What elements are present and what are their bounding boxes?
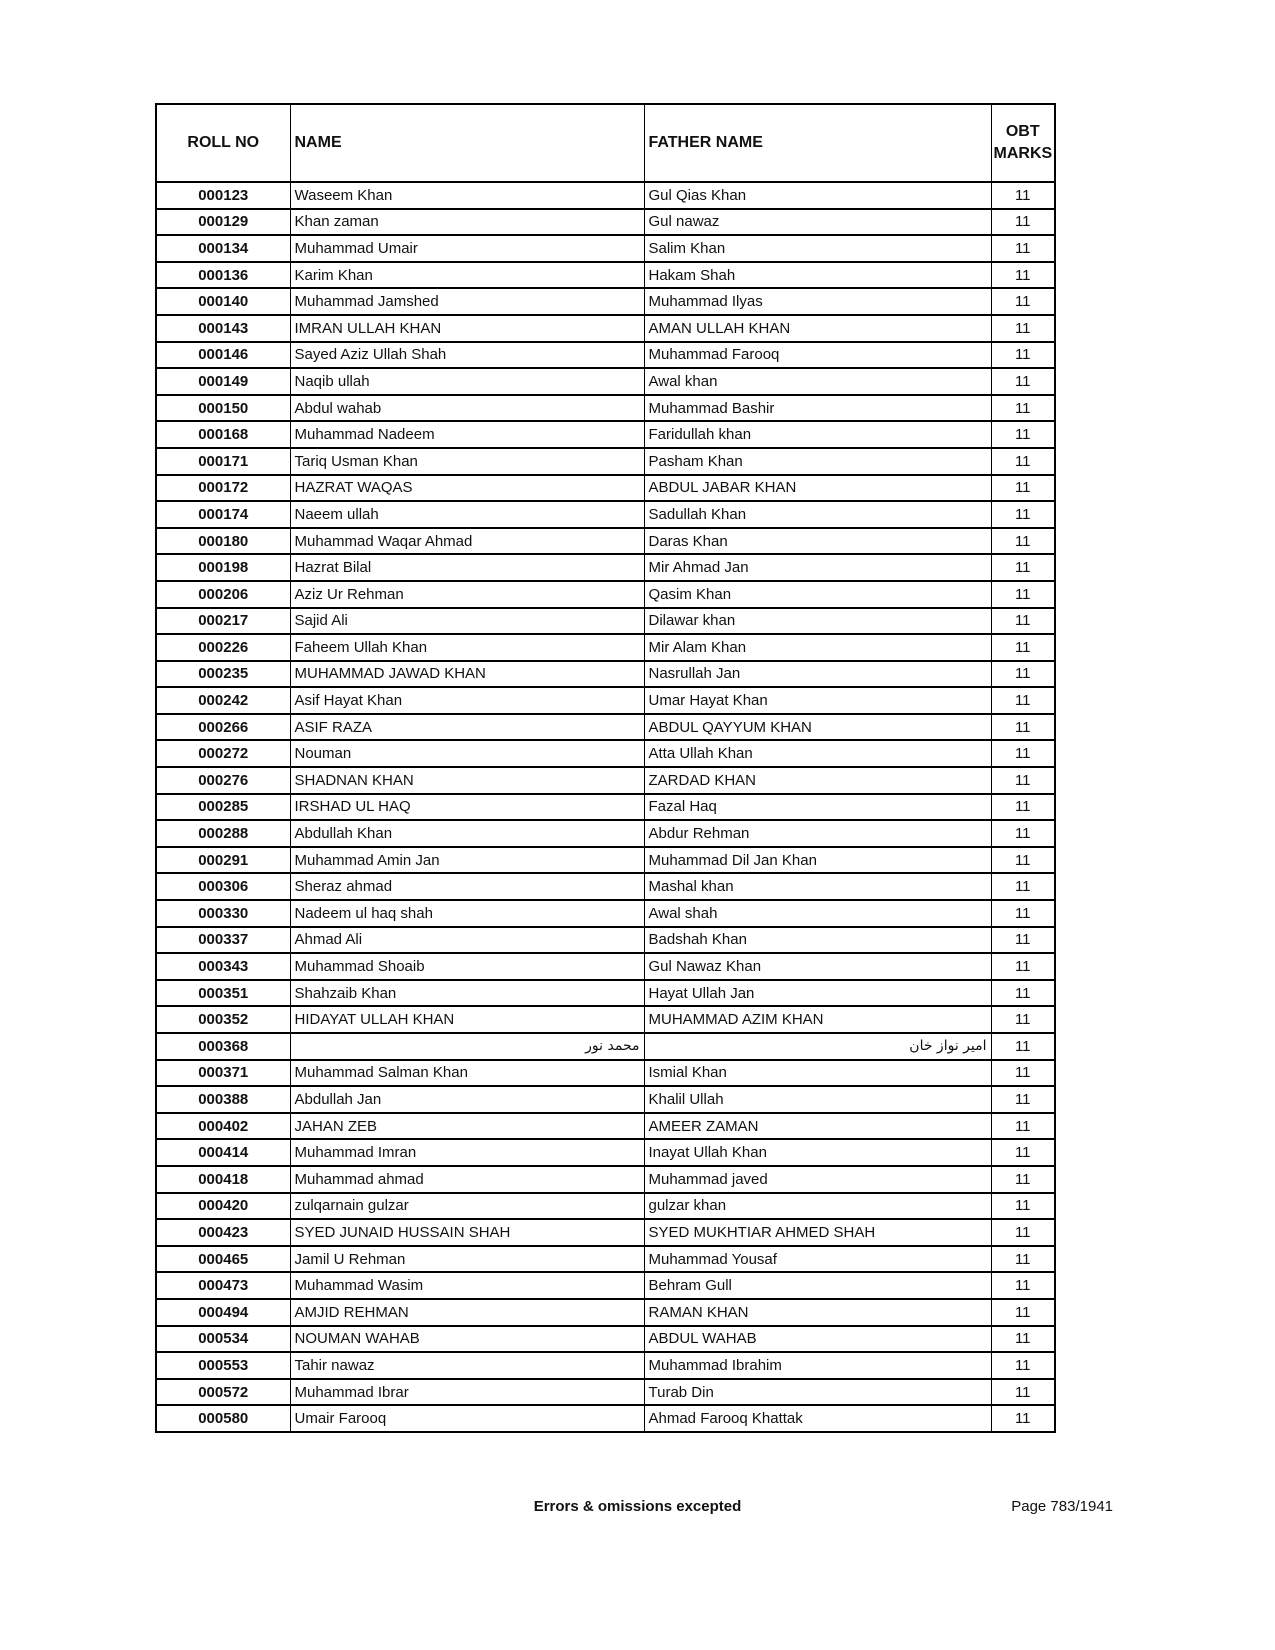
- header-row: [156, 104, 1055, 182]
- father-cell: Nasrullah Jan: [644, 661, 991, 688]
- father-cell: Gul Qias Khan: [644, 182, 991, 209]
- header-obt-marks: OBT MARKS: [991, 104, 1055, 182]
- table-row: [156, 475, 1055, 502]
- table-row: [156, 980, 1055, 1007]
- marks-cell: 11: [991, 900, 1055, 927]
- marks-cell: 11: [991, 1086, 1055, 1113]
- marks-cell: 11: [991, 980, 1055, 1007]
- roll-cell: 000276: [156, 767, 290, 794]
- marks-cell: 11: [991, 554, 1055, 581]
- name-cell: Nadeem ul haq shah: [290, 900, 644, 927]
- table-row: [156, 448, 1055, 475]
- marks-cell: 11: [991, 1166, 1055, 1193]
- table-row: [156, 368, 1055, 395]
- name-cell: Faheem Ullah Khan: [290, 634, 644, 661]
- marks-cell: 11: [991, 209, 1055, 236]
- roll-cell: 000423: [156, 1219, 290, 1246]
- name-cell: Ahmad Ali: [290, 927, 644, 954]
- roll-cell: 000285: [156, 794, 290, 821]
- roll-cell: 000572: [156, 1379, 290, 1406]
- table-row: [156, 634, 1055, 661]
- marks-cell: 11: [991, 528, 1055, 555]
- name-cell: Muhammad Nadeem: [290, 421, 644, 448]
- father-cell: Awal shah: [644, 900, 991, 927]
- father-cell: Hakam Shah: [644, 262, 991, 289]
- roll-cell: 000420: [156, 1193, 290, 1220]
- roll-cell: 000146: [156, 342, 290, 369]
- father-cell: Gul nawaz: [644, 209, 991, 236]
- name-cell: Hazrat Bilal: [290, 554, 644, 581]
- marks-cell: 11: [991, 315, 1055, 342]
- table-row: [156, 608, 1055, 635]
- marks-cell: 11: [991, 235, 1055, 262]
- name-cell: Muhammad Shoaib: [290, 953, 644, 980]
- table-row: [156, 235, 1055, 262]
- table-row: [156, 554, 1055, 581]
- table-row: [156, 1246, 1055, 1273]
- father-cell: ZARDAD KHAN: [644, 767, 991, 794]
- table-row: [156, 1139, 1055, 1166]
- name-cell: HAZRAT WAQAS: [290, 475, 644, 502]
- roll-cell: 000414: [156, 1139, 290, 1166]
- father-cell: Pasham Khan: [644, 448, 991, 475]
- name-cell: Tahir nawaz: [290, 1352, 644, 1379]
- table-row: [156, 209, 1055, 236]
- table-row: [156, 740, 1055, 767]
- marks-cell: 11: [991, 1219, 1055, 1246]
- marks-cell: 11: [991, 1060, 1055, 1087]
- father-cell: Muhammad Ibrahim: [644, 1352, 991, 1379]
- marks-cell: 11: [991, 661, 1055, 688]
- marks-cell: 11: [991, 820, 1055, 847]
- table-row: [156, 1006, 1055, 1033]
- roll-cell: 000352: [156, 1006, 290, 1033]
- roll-cell: 000351: [156, 980, 290, 1007]
- name-cell: MUHAMMAD JAWAD KHAN: [290, 661, 644, 688]
- father-cell: ABDUL QAYYUM KHAN: [644, 714, 991, 741]
- father-cell: Qasim Khan: [644, 581, 991, 608]
- table-row: [156, 1326, 1055, 1353]
- name-cell: Abdullah Khan: [290, 820, 644, 847]
- marks-cell: 11: [991, 608, 1055, 635]
- name-cell: Sheraz ahmad: [290, 873, 644, 900]
- marks-cell: 11: [991, 1006, 1055, 1033]
- table-row: [156, 262, 1055, 289]
- table-row: [156, 581, 1055, 608]
- roll-cell: 000217: [156, 608, 290, 635]
- table-row: [156, 1166, 1055, 1193]
- header-name: NAME: [290, 104, 644, 182]
- father-cell: SYED MUKHTIAR AHMED SHAH: [644, 1219, 991, 1246]
- table-row: [156, 1113, 1055, 1140]
- father-cell: Muhammad Yousaf: [644, 1246, 991, 1273]
- father-cell: Mir Ahmad Jan: [644, 554, 991, 581]
- name-cell: Muhammad Ibrar: [290, 1379, 644, 1406]
- name-cell: Khan zaman: [290, 209, 644, 236]
- father-cell: Abdur Rehman: [644, 820, 991, 847]
- name-cell: Asif Hayat Khan: [290, 687, 644, 714]
- roll-cell: 000242: [156, 687, 290, 714]
- father-cell: Muhammad Bashir: [644, 395, 991, 422]
- name-cell: IMRAN ULLAH KHAN: [290, 315, 644, 342]
- marks-cell: 11: [991, 1299, 1055, 1326]
- name-cell: ASIF RAZA: [290, 714, 644, 741]
- name-cell: Naqib ullah: [290, 368, 644, 395]
- name-cell: Aziz Ur Rehman: [290, 581, 644, 608]
- name-cell: Umair Farooq: [290, 1405, 644, 1432]
- marks-cell: 11: [991, 1405, 1055, 1432]
- marks-cell: 11: [991, 262, 1055, 289]
- results-table-body: [156, 182, 1055, 1432]
- marks-cell: 11: [991, 501, 1055, 528]
- name-cell: JAHAN ZEB: [290, 1113, 644, 1140]
- roll-cell: 000180: [156, 528, 290, 555]
- father-cell: Muhammad Ilyas: [644, 288, 991, 315]
- roll-cell: 000337: [156, 927, 290, 954]
- name-cell: Abdul wahab: [290, 395, 644, 422]
- marks-cell: 11: [991, 1326, 1055, 1353]
- marks-cell: 11: [991, 740, 1055, 767]
- table-row: [156, 1086, 1055, 1113]
- table-row: [156, 1033, 1055, 1060]
- roll-cell: 000168: [156, 421, 290, 448]
- father-cell: Gul Nawaz Khan: [644, 953, 991, 980]
- roll-cell: 000402: [156, 1113, 290, 1140]
- father-cell: Muhammad Dil Jan Khan: [644, 847, 991, 874]
- header-father-name: FATHER NAME: [644, 104, 991, 182]
- roll-cell: 000172: [156, 475, 290, 502]
- father-cell: Dilawar khan: [644, 608, 991, 635]
- marks-cell: 11: [991, 368, 1055, 395]
- marks-cell: 11: [991, 182, 1055, 209]
- father-cell: Salim Khan: [644, 235, 991, 262]
- footer-note: Errors & omissions excepted: [533, 1498, 742, 1515]
- name-cell: Nouman: [290, 740, 644, 767]
- father-cell: Umar Hayat Khan: [644, 687, 991, 714]
- roll-cell: 000198: [156, 554, 290, 581]
- roll-cell: 000171: [156, 448, 290, 475]
- name-cell: Muhammad Jamshed: [290, 288, 644, 315]
- father-cell: Badshah Khan: [644, 927, 991, 954]
- name-cell: محمد نور: [290, 1033, 644, 1060]
- table-row: [156, 767, 1055, 794]
- name-cell: Waseem Khan: [290, 182, 644, 209]
- table-row: [156, 501, 1055, 528]
- name-cell: AMJID REHMAN: [290, 1299, 644, 1326]
- marks-cell: 11: [991, 714, 1055, 741]
- roll-cell: 000388: [156, 1086, 290, 1113]
- roll-cell: 000368: [156, 1033, 290, 1060]
- marks-cell: 11: [991, 847, 1055, 874]
- name-cell: IRSHAD UL HAQ: [290, 794, 644, 821]
- marks-cell: 11: [991, 288, 1055, 315]
- father-cell: gulzar khan: [644, 1193, 991, 1220]
- table-row: [156, 1219, 1055, 1246]
- roll-cell: 000306: [156, 873, 290, 900]
- father-cell: Ahmad Farooq Khattak: [644, 1405, 991, 1432]
- father-cell: ABDUL WAHAB: [644, 1326, 991, 1353]
- father-cell: Hayat Ullah Jan: [644, 980, 991, 1007]
- roll-cell: 000206: [156, 581, 290, 608]
- father-cell: Ismial Khan: [644, 1060, 991, 1087]
- table-header: [156, 104, 1055, 182]
- roll-cell: 000129: [156, 209, 290, 236]
- name-cell: NOUMAN WAHAB: [290, 1326, 644, 1353]
- roll-cell: 000140: [156, 288, 290, 315]
- name-cell: Sayed Aziz Ullah Shah: [290, 342, 644, 369]
- roll-cell: 000580: [156, 1405, 290, 1432]
- marks-cell: 11: [991, 395, 1055, 422]
- marks-cell: 11: [991, 927, 1055, 954]
- name-cell: Abdullah Jan: [290, 1086, 644, 1113]
- table-row: [156, 714, 1055, 741]
- table-row: [156, 1379, 1055, 1406]
- marks-cell: 11: [991, 475, 1055, 502]
- name-cell: HIDAYAT ULLAH KHAN: [290, 1006, 644, 1033]
- marks-cell: 11: [991, 581, 1055, 608]
- table-row: [156, 1272, 1055, 1299]
- roll-cell: 000465: [156, 1246, 290, 1273]
- table-row: [156, 687, 1055, 714]
- name-cell: SHADNAN KHAN: [290, 767, 644, 794]
- name-cell: SYED JUNAID HUSSAIN SHAH: [290, 1219, 644, 1246]
- name-cell: Muhammad Wasim: [290, 1272, 644, 1299]
- marks-cell: 11: [991, 767, 1055, 794]
- name-cell: Shahzaib Khan: [290, 980, 644, 1007]
- table-row: [156, 1352, 1055, 1379]
- father-cell: امیر نواز خان: [644, 1033, 991, 1060]
- table-row: [156, 847, 1055, 874]
- table-row: [156, 1299, 1055, 1326]
- father-cell: AMEER ZAMAN: [644, 1113, 991, 1140]
- roll-cell: 000291: [156, 847, 290, 874]
- roll-cell: 000143: [156, 315, 290, 342]
- father-cell: Muhammad Farooq: [644, 342, 991, 369]
- table-row: [156, 900, 1055, 927]
- father-cell: Khalil Ullah: [644, 1086, 991, 1113]
- name-cell: Naeem ullah: [290, 501, 644, 528]
- father-cell: Atta Ullah Khan: [644, 740, 991, 767]
- table-row: [156, 395, 1055, 422]
- roll-cell: 000235: [156, 661, 290, 688]
- roll-cell: 000494: [156, 1299, 290, 1326]
- table-row: [156, 528, 1055, 555]
- father-cell: Muhammad javed: [644, 1166, 991, 1193]
- marks-cell: 11: [991, 342, 1055, 369]
- father-cell: Awal khan: [644, 368, 991, 395]
- marks-cell: 11: [991, 1113, 1055, 1140]
- roll-cell: 000534: [156, 1326, 290, 1353]
- roll-cell: 000553: [156, 1352, 290, 1379]
- name-cell: Muhammad Amin Jan: [290, 847, 644, 874]
- father-cell: Behram Gull: [644, 1272, 991, 1299]
- marks-cell: 11: [991, 634, 1055, 661]
- roll-cell: 000418: [156, 1166, 290, 1193]
- name-cell: Muhammad Imran: [290, 1139, 644, 1166]
- roll-cell: 000266: [156, 714, 290, 741]
- table-row: [156, 873, 1055, 900]
- marks-cell: 11: [991, 1193, 1055, 1220]
- roll-cell: 000134: [156, 235, 290, 262]
- name-cell: Muhammad Waqar Ahmad: [290, 528, 644, 555]
- father-cell: Mashal khan: [644, 873, 991, 900]
- father-cell: MUHAMMAD AZIM KHAN: [644, 1006, 991, 1033]
- marks-cell: 11: [991, 1379, 1055, 1406]
- roll-cell: 000150: [156, 395, 290, 422]
- marks-cell: 11: [991, 794, 1055, 821]
- marks-cell: 11: [991, 687, 1055, 714]
- roll-cell: 000272: [156, 740, 290, 767]
- results-table: [155, 103, 1056, 1433]
- table-row: [156, 927, 1055, 954]
- roll-cell: 000174: [156, 501, 290, 528]
- marks-cell: 11: [991, 448, 1055, 475]
- name-cell: Karim Khan: [290, 262, 644, 289]
- name-cell: zulqarnain gulzar: [290, 1193, 644, 1220]
- name-cell: Muhammad Salman Khan: [290, 1060, 644, 1087]
- father-cell: Turab Din: [644, 1379, 991, 1406]
- name-cell: Sajid Ali: [290, 608, 644, 635]
- roll-cell: 000123: [156, 182, 290, 209]
- roll-cell: 000288: [156, 820, 290, 847]
- table-row: [156, 1405, 1055, 1432]
- roll-cell: 000371: [156, 1060, 290, 1087]
- marks-cell: 11: [991, 1139, 1055, 1166]
- roll-cell: 000136: [156, 262, 290, 289]
- name-cell: Muhammad Umair: [290, 235, 644, 262]
- header-roll-no: ROLL NO: [156, 104, 290, 182]
- name-cell: Muhammad ahmad: [290, 1166, 644, 1193]
- table-row: [156, 953, 1055, 980]
- roll-cell: 000149: [156, 368, 290, 395]
- page-number: Page 783/1941: [1011, 1498, 1113, 1515]
- name-cell: Tariq Usman Khan: [290, 448, 644, 475]
- table-row: [156, 315, 1055, 342]
- father-cell: Daras Khan: [644, 528, 991, 555]
- roll-cell: 000473: [156, 1272, 290, 1299]
- father-cell: Inayat Ullah Khan: [644, 1139, 991, 1166]
- table-row: [156, 288, 1055, 315]
- roll-cell: 000226: [156, 634, 290, 661]
- table-row: [156, 820, 1055, 847]
- roll-cell: 000343: [156, 953, 290, 980]
- father-cell: Mir Alam Khan: [644, 634, 991, 661]
- table-row: [156, 342, 1055, 369]
- marks-cell: 11: [991, 873, 1055, 900]
- marks-cell: 11: [991, 1246, 1055, 1273]
- roll-cell: 000330: [156, 900, 290, 927]
- table-row: [156, 182, 1055, 209]
- father-cell: ABDUL JABAR KHAN: [644, 475, 991, 502]
- father-cell: AMAN ULLAH KHAN: [644, 315, 991, 342]
- marks-cell: 11: [991, 421, 1055, 448]
- father-cell: RAMAN KHAN: [644, 1299, 991, 1326]
- name-cell: Jamil U Rehman: [290, 1246, 644, 1273]
- father-cell: Fazal Haq: [644, 794, 991, 821]
- table-row: [156, 1193, 1055, 1220]
- marks-cell: 11: [991, 1033, 1055, 1060]
- table-row: [156, 794, 1055, 821]
- father-cell: Sadullah Khan: [644, 501, 991, 528]
- marks-cell: 11: [991, 953, 1055, 980]
- table-row: [156, 661, 1055, 688]
- table-row: [156, 421, 1055, 448]
- father-cell: Faridullah khan: [644, 421, 991, 448]
- table-row: [156, 1060, 1055, 1087]
- marks-cell: 11: [991, 1272, 1055, 1299]
- marks-cell: 11: [991, 1352, 1055, 1379]
